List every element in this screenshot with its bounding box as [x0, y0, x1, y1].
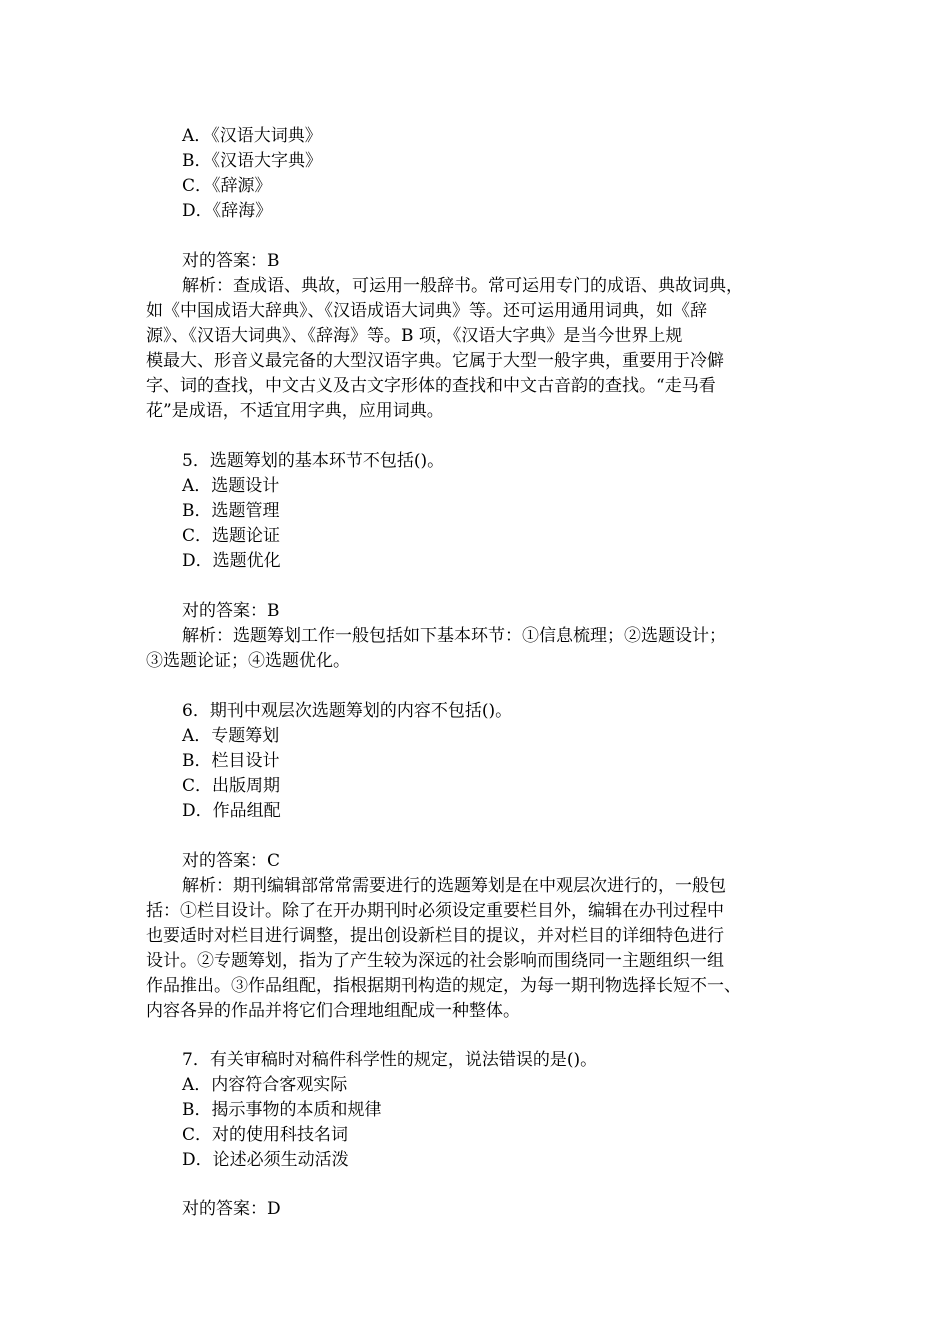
q6-option-d: D．作品组配: [182, 801, 281, 821]
q5-option-b: B．选题管理: [182, 501, 280, 521]
q7-answer: 对的答案：D: [182, 1199, 281, 1219]
q5-answer: 对的答案：B: [182, 601, 280, 621]
q6-question: 6．期刊中观层次选题筹划的内容不包括()。: [182, 701, 513, 721]
q4-option-d: D．《辞海》: [182, 201, 273, 221]
q6-analysis-line: 作品推出。③作品组配，指根据期刊构造的规定，为每一期刊物选择长短不一、: [146, 976, 741, 996]
q4-answer: 对的答案：B: [182, 251, 280, 271]
q4-option-c: C．《辞源》: [182, 176, 272, 196]
q5-analysis-line: ③选题论证；④选题优化。: [146, 651, 350, 671]
q5-option-a: A．选题设计: [182, 476, 280, 496]
q6-analysis-line: 设计。②专题筹划，指为了产生较为深远的社会影响而围绕同一主题组织一组: [146, 951, 724, 971]
q7-option-c: C．对的使用科技名词: [182, 1125, 349, 1145]
q7-option-d: D．论述必须生动活泼: [182, 1150, 349, 1170]
q5-option-c: C．选题论证: [182, 526, 281, 546]
q6-analysis-line: 括：①栏目设计。除了在开办期刊时必须设定重要栏目外，编辑在办刊过程中: [146, 901, 724, 921]
q6-analysis-line: 解析：期刊编辑部常常需要进行的选题筹划是在中观层次进行的，一般包: [182, 876, 726, 896]
q6-analysis-line: 内容各异的作品并将它们合理地组配成一种整体。: [146, 1001, 520, 1021]
q5-analysis-line: 解析：选题筹划工作一般包括如下基本环节：①信息梳理；②选题设计；: [182, 626, 726, 646]
q4-analysis-line: 解析：查成语、典故，可运用一般辞书。常可运用专门的成语、典故词典，: [182, 276, 743, 296]
q4-option-a: A．《汉语大词典》: [182, 126, 322, 146]
q7-option-b: B．揭示事物的本质和规律: [182, 1100, 382, 1120]
q5-question: 5．选题筹划的基本环节不包括()。: [182, 451, 445, 471]
q7-question: 7．有关审稿时对稿件科学性的规定，说法错误的是()。: [182, 1050, 598, 1070]
q6-option-a: A．专题筹划: [182, 726, 280, 746]
q6-option-c: C．出版周期: [182, 776, 281, 796]
q4-analysis-line: 源》、《汉语大词典》、《辞海》等。B 项，《汉语大字典》是当今世界上规: [146, 326, 683, 346]
q7-option-a: A．内容符合客观实际: [182, 1075, 348, 1095]
q4-analysis-line: 如《中国成语大辞典》、《汉语成语大词典》等。还可运用通用词典，如《辞: [146, 301, 707, 321]
q6-analysis-line: 也要适时对栏目进行调整，提出创设新栏目的提议，并对栏目的详细特色进行: [146, 926, 724, 946]
q4-analysis-line: 模最大、形音义最完备的大型汉语字典。它属于大型一般字典，重要用于冷僻: [146, 351, 724, 371]
q6-option-b: B．栏目设计: [182, 751, 280, 771]
q4-analysis-line: 字、词的查找，中文古义及古文字形体的查找和中文古音韵的查找。“走马看: [146, 376, 716, 396]
q6-answer: 对的答案：C: [182, 851, 281, 871]
q5-option-d: D．选题优化: [182, 551, 281, 571]
q4-option-b: B．《汉语大字典》: [182, 151, 322, 171]
q4-analysis-line: 花”是成语，不适宜用字典，应用词典。: [146, 401, 444, 421]
